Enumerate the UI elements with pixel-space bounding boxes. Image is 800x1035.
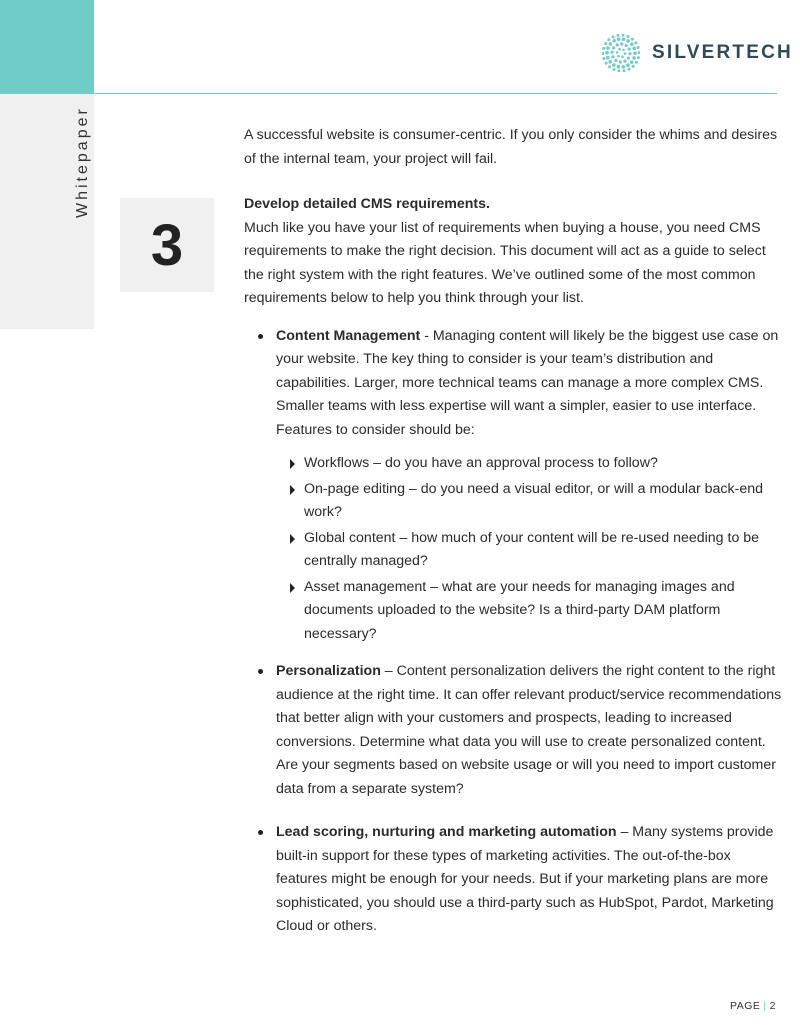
logo-dot bbox=[637, 51, 640, 54]
logo-dot bbox=[609, 42, 613, 46]
logo-dot bbox=[627, 57, 630, 60]
features-sublist bbox=[276, 452, 784, 646]
sublist-item: Workflows – do you have an approval process to follow? bbox=[276, 452, 784, 476]
logo-dot bbox=[622, 37, 626, 41]
logo-dot bbox=[617, 55, 620, 58]
logo-dot bbox=[623, 69, 626, 72]
list-item-title: Personalization bbox=[276, 663, 381, 679]
logo-dot bbox=[610, 51, 613, 54]
logo-dot bbox=[622, 49, 625, 52]
logo-dot bbox=[617, 37, 621, 41]
list-item-text: – Content personalization delivers the right content to the right audience at the right time. It can offer relevant product/service recommendations that better align with your customers and prospects, leading to increased conversions. Determine what data you will use to create personalized content. Are your segments based on website usage or will you need to import customer data from a separate system? bbox=[276, 663, 782, 797]
list-item-text: - Managing content will likely be the biggest use case on your website. The key thing to consider is your team’s distribution and capabilities. Larger, more technical teams can manage a more complex CMS. Smaller teams with less expertise will want a simpler, easier to use interface. Features to consider should be: bbox=[276, 327, 779, 438]
brand-name: SILVERTECH bbox=[652, 42, 793, 63]
sublist-item: Global content – how much of your content will be re-used needing to be centrally managed? bbox=[276, 527, 784, 574]
logo-dot bbox=[602, 52, 605, 55]
logo-dot bbox=[612, 63, 616, 67]
logo-dot bbox=[602, 57, 605, 60]
logo-dot bbox=[621, 65, 625, 69]
logo-dot bbox=[604, 42, 607, 45]
list-item bbox=[244, 821, 784, 939]
dot-circle-logo-icon bbox=[602, 34, 640, 72]
logo-dot bbox=[628, 52, 631, 55]
logo-dot bbox=[622, 34, 625, 37]
logo-dot bbox=[623, 60, 626, 63]
header-accent-block bbox=[0, 0, 94, 94]
step-number: 3 bbox=[120, 198, 214, 292]
logo-dot bbox=[616, 34, 619, 37]
main-content bbox=[244, 124, 784, 939]
logo-dot bbox=[631, 38, 634, 41]
logo-dot bbox=[637, 46, 640, 49]
page-number: 2 bbox=[769, 1000, 776, 1012]
logo-dot bbox=[634, 41, 637, 44]
brand-logo bbox=[602, 34, 793, 72]
page-label: PAGE bbox=[730, 1000, 761, 1012]
logo-dot bbox=[608, 60, 612, 64]
logo-dot bbox=[627, 35, 630, 38]
logo-dot bbox=[630, 42, 634, 46]
logo-dot bbox=[605, 51, 609, 55]
logo-dot bbox=[624, 52, 627, 55]
logo-dot bbox=[614, 59, 617, 62]
logo-dot bbox=[612, 46, 615, 49]
list-item bbox=[244, 660, 784, 801]
logo-dot bbox=[632, 56, 636, 60]
section-heading: Develop detailed CMS requirements. bbox=[244, 196, 490, 212]
page-footer bbox=[730, 1000, 776, 1012]
requirements-list bbox=[244, 325, 784, 939]
list-item-title: Lead scoring, nurturing and marketing automation bbox=[276, 824, 617, 840]
logo-dot bbox=[612, 35, 615, 38]
logo-dot bbox=[625, 44, 628, 47]
sidebar-label: Whitepaper bbox=[74, 106, 91, 218]
logo-dot bbox=[635, 61, 638, 64]
logo-dot bbox=[606, 56, 610, 60]
logo-dot bbox=[616, 43, 619, 46]
logo-dot bbox=[637, 56, 640, 59]
logo-dot bbox=[617, 65, 621, 69]
logo-dot bbox=[617, 69, 620, 72]
logo-dot bbox=[605, 62, 608, 65]
logo-dot bbox=[602, 47, 605, 50]
logo-dot bbox=[630, 60, 634, 64]
logo-dot bbox=[619, 60, 622, 63]
list-item-text: – Many systems provide built-in support for these types of marketing activities. The out-of-the-box features might be enough for your needs. But if your marketing plans are more sophisticated, you should use a third-party such as HubSpot, Pardot, Marketing Cloud or others. bbox=[276, 824, 774, 934]
sublist-item: On-page editing – do you need a visual editor, or will a modular back-end work? bbox=[276, 478, 784, 525]
logo-dot bbox=[632, 47, 636, 51]
logo-dot bbox=[611, 55, 614, 58]
intro-paragraph: A successful website is consumer-centric. If you only consider the whims and desires of the internal team, your project will fail. bbox=[244, 127, 778, 167]
list-item-title: Content Management bbox=[276, 327, 421, 344]
section-body: Much like you have your list of requirements when buying a house, you need CMS requirements to make the right decision. This document will act as a guide to select the right system with the right features. We’ve outlined some of the most common requirements below to help you think through your list. bbox=[244, 219, 766, 306]
list-item bbox=[244, 325, 784, 647]
logo-dot bbox=[627, 68, 630, 71]
sublist-item: Asset management – what are your needs for managing images and documents uploaded to the website? Is a third-party DAM platform necessary? bbox=[276, 576, 784, 647]
logo-dot bbox=[626, 63, 630, 67]
logo-dot bbox=[626, 39, 630, 43]
header-divider bbox=[94, 93, 777, 94]
logo-dot bbox=[632, 65, 635, 68]
logo-dot bbox=[621, 55, 624, 58]
logo-dot bbox=[612, 68, 615, 71]
logo-dot bbox=[607, 38, 610, 41]
logo-dot bbox=[608, 65, 611, 68]
logo-dot bbox=[618, 48, 621, 51]
logo-dot bbox=[616, 51, 619, 54]
logo-dot bbox=[628, 48, 631, 51]
logo-dot bbox=[633, 51, 637, 55]
logo-dot bbox=[620, 42, 623, 45]
logo-dot bbox=[612, 39, 616, 43]
page-separator: | bbox=[763, 1000, 767, 1012]
logo-dot bbox=[606, 46, 610, 50]
